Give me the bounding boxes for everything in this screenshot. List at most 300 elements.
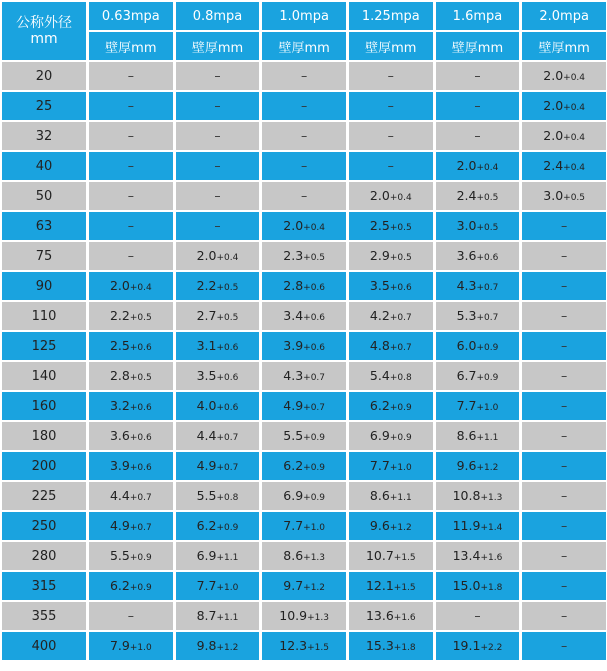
thickness-value: 2.8 bbox=[109, 368, 130, 383]
thickness-value: 2.0 bbox=[456, 158, 477, 173]
thickness-value: 2.7 bbox=[196, 308, 217, 323]
thickness-value: 3.6 bbox=[109, 428, 130, 443]
table-row bbox=[2, 482, 606, 510]
wall-thickness-cell bbox=[262, 62, 346, 90]
tolerance-value: +0.4 bbox=[563, 73, 586, 83]
wall-thickness-cell bbox=[349, 602, 433, 630]
thickness-value: 3.9 bbox=[283, 338, 304, 353]
wall-thickness-cell bbox=[176, 182, 260, 210]
wall-thickness-cell bbox=[522, 362, 606, 390]
wall-thickness-cell bbox=[522, 62, 606, 90]
pressure-header: 0.63mpa bbox=[89, 2, 173, 30]
pressure-header: 2.0mpa bbox=[522, 2, 606, 30]
tolerance-value: +0.6 bbox=[129, 403, 152, 413]
wall-thickness-cell bbox=[349, 422, 433, 450]
wall-thickness-cell bbox=[176, 572, 260, 600]
thickness-value: 2.0 bbox=[369, 188, 390, 203]
wall-thickness-cell bbox=[436, 452, 520, 480]
thickness-value: 19.1 bbox=[452, 638, 481, 653]
thickness-value: 2.9 bbox=[369, 248, 390, 263]
wall-thickness-cell bbox=[89, 602, 173, 630]
thickness-value: 3.9 bbox=[109, 458, 130, 473]
thickness-value: 3.0 bbox=[543, 188, 564, 203]
tolerance-value: +2.2 bbox=[480, 643, 503, 653]
tolerance-value: +1.0 bbox=[129, 643, 152, 653]
wall-thickness-header: 壁厚mm bbox=[349, 32, 433, 60]
wall-thickness-cell bbox=[522, 152, 606, 180]
thickness-value: 9.6 bbox=[369, 518, 390, 533]
wall-thickness-cell bbox=[176, 242, 260, 270]
thickness-value: – bbox=[474, 98, 481, 113]
table-row bbox=[2, 542, 606, 570]
wall-thickness-header: 壁厚mm bbox=[436, 32, 520, 60]
tolerance-value: +0.4 bbox=[303, 223, 326, 233]
wall-thickness-cell bbox=[89, 482, 173, 510]
thickness-value: 5.3 bbox=[456, 308, 477, 323]
table-row bbox=[2, 452, 606, 480]
thickness-value: 6.0 bbox=[456, 338, 477, 353]
tolerance-value: +0.7 bbox=[216, 463, 239, 473]
wall-thickness-cell bbox=[522, 452, 606, 480]
thickness-value: – bbox=[561, 548, 568, 563]
wall-thickness-cell bbox=[262, 542, 346, 570]
wall-thickness-cell bbox=[262, 152, 346, 180]
thickness-value: 8.6 bbox=[456, 428, 477, 443]
tolerance-value: +1.6 bbox=[393, 613, 416, 623]
wall-thickness-cell bbox=[176, 62, 260, 90]
tolerance-value: +1.3 bbox=[303, 553, 326, 563]
thickness-value: 10.8 bbox=[452, 488, 481, 503]
thickness-value: – bbox=[474, 608, 481, 623]
wall-thickness-cell bbox=[176, 632, 260, 660]
tolerance-value: +0.9 bbox=[129, 553, 152, 563]
tolerance-value: +1.5 bbox=[393, 553, 416, 563]
thickness-value: 6.2 bbox=[283, 458, 304, 473]
outer-diameter-cell: 20 bbox=[2, 62, 86, 90]
wall-thickness-cell bbox=[436, 512, 520, 540]
thickness-value: – bbox=[561, 488, 568, 503]
table-body bbox=[2, 62, 606, 660]
wall-thickness-cell bbox=[89, 182, 173, 210]
thickness-value: 8.6 bbox=[369, 488, 390, 503]
outer-diameter-cell: 180 bbox=[2, 422, 86, 450]
tolerance-value: +0.6 bbox=[216, 373, 239, 383]
tolerance-value: +0.7 bbox=[303, 373, 326, 383]
tolerance-value: +0.7 bbox=[389, 343, 412, 353]
thickness-value: 2.5 bbox=[109, 338, 130, 353]
thickness-value: – bbox=[561, 218, 568, 233]
wall-thickness-cell bbox=[176, 392, 260, 420]
wall-thickness-cell bbox=[262, 272, 346, 300]
tolerance-value: +0.5 bbox=[476, 193, 499, 203]
thickness-value: – bbox=[127, 98, 134, 113]
thickness-value: – bbox=[127, 188, 134, 203]
tolerance-value: +1.0 bbox=[303, 523, 326, 533]
thickness-value: – bbox=[214, 158, 221, 173]
tolerance-value: +0.9 bbox=[389, 433, 412, 443]
tolerance-value: +0.7 bbox=[129, 523, 152, 533]
thickness-value: – bbox=[127, 218, 134, 233]
wall-thickness-cell bbox=[349, 242, 433, 270]
thickness-value: 8.6 bbox=[283, 548, 304, 563]
wall-thickness-cell bbox=[349, 632, 433, 660]
thickness-value: 4.9 bbox=[196, 458, 217, 473]
thickness-value: 2.3 bbox=[283, 248, 304, 263]
tolerance-value: +1.0 bbox=[389, 463, 412, 473]
wall-thickness-cell bbox=[436, 482, 520, 510]
tolerance-value: +0.8 bbox=[216, 493, 239, 503]
thickness-value: 6.9 bbox=[196, 548, 217, 563]
tolerance-value: +0.5 bbox=[303, 253, 326, 263]
tolerance-value: +0.8 bbox=[389, 373, 412, 383]
tolerance-value: +1.8 bbox=[480, 583, 503, 593]
tolerance-value: +0.6 bbox=[129, 343, 152, 353]
wall-thickness-cell bbox=[436, 422, 520, 450]
wall-thickness-cell bbox=[262, 212, 346, 240]
wall-thickness-cell bbox=[349, 512, 433, 540]
pressure-header: 0.8mpa bbox=[176, 2, 260, 30]
wall-thickness-cell bbox=[349, 272, 433, 300]
wall-thickness-cell bbox=[436, 332, 520, 360]
wall-thickness-cell bbox=[522, 182, 606, 210]
wall-thickness-header: 壁厚mm bbox=[262, 32, 346, 60]
wall-thickness-cell bbox=[176, 332, 260, 360]
thickness-value: – bbox=[214, 68, 221, 83]
thickness-value: 10.9 bbox=[279, 608, 308, 623]
wall-thickness-cell bbox=[262, 362, 346, 390]
table-row bbox=[2, 362, 606, 390]
tolerance-value: +0.6 bbox=[303, 313, 326, 323]
tolerance-value: +0.5 bbox=[129, 373, 152, 383]
tolerance-value: +1.3 bbox=[307, 613, 329, 623]
outer-diameter-cell: 125 bbox=[2, 332, 86, 360]
wall-thickness-cell bbox=[89, 572, 173, 600]
wall-thickness-cell bbox=[349, 452, 433, 480]
thickness-value: 2.0 bbox=[109, 278, 130, 293]
wall-thickness-cell bbox=[262, 602, 346, 630]
wall-thickness-cell bbox=[349, 362, 433, 390]
outer-diameter-cell: 400 bbox=[2, 632, 86, 660]
thickness-value: 7.7 bbox=[369, 458, 390, 473]
wall-thickness-cell bbox=[89, 362, 173, 390]
thickness-value: 2.0 bbox=[543, 68, 564, 83]
thickness-value: 3.2 bbox=[109, 398, 130, 413]
wall-thickness-cell bbox=[89, 272, 173, 300]
thickness-value: 2.4 bbox=[543, 158, 564, 173]
tolerance-value: +0.5 bbox=[389, 253, 412, 263]
wall-thickness-cell bbox=[522, 242, 606, 270]
wall-thickness-cell bbox=[176, 452, 260, 480]
outer-diameter-cell: 355 bbox=[2, 602, 86, 630]
wall-thickness-cell bbox=[89, 62, 173, 90]
thickness-value: – bbox=[561, 608, 568, 623]
thickness-value: – bbox=[561, 638, 568, 653]
tolerance-value: +0.9 bbox=[476, 343, 499, 353]
thickness-value: 10.7 bbox=[365, 548, 394, 563]
table-row bbox=[2, 332, 606, 360]
wall-thickness-cell bbox=[349, 152, 433, 180]
tolerance-value: +1.2 bbox=[389, 523, 412, 533]
outer-diameter-cell: 225 bbox=[2, 482, 86, 510]
tolerance-value: +0.9 bbox=[129, 583, 152, 593]
wall-thickness-cell bbox=[89, 302, 173, 330]
thickness-value: 4.2 bbox=[369, 308, 390, 323]
tolerance-value: +0.9 bbox=[389, 403, 412, 413]
thickness-value: 4.8 bbox=[369, 338, 390, 353]
thickness-value: 6.7 bbox=[456, 368, 477, 383]
tolerance-value: +0.5 bbox=[563, 193, 586, 203]
table-row bbox=[2, 632, 606, 660]
thickness-value: 2.2 bbox=[196, 278, 217, 293]
wall-thickness-cell bbox=[436, 272, 520, 300]
thickness-value: – bbox=[561, 338, 568, 353]
wall-thickness-cell bbox=[89, 242, 173, 270]
wall-thickness-cell bbox=[522, 632, 606, 660]
outer-diameter-cell: 40 bbox=[2, 152, 86, 180]
thickness-value: – bbox=[301, 68, 308, 83]
wall-thickness-cell bbox=[262, 512, 346, 540]
thickness-value: 4.3 bbox=[283, 368, 304, 383]
tolerance-value: +0.4 bbox=[476, 163, 499, 173]
wall-thickness-cell bbox=[436, 602, 520, 630]
wall-thickness-cell bbox=[349, 392, 433, 420]
thickness-value: 3.1 bbox=[196, 338, 217, 353]
tolerance-value: +1.2 bbox=[476, 463, 499, 473]
thickness-value: 4.9 bbox=[283, 398, 304, 413]
thickness-value: – bbox=[561, 398, 568, 413]
tolerance-value: +1.2 bbox=[216, 643, 239, 653]
outer-diameter-cell: 110 bbox=[2, 302, 86, 330]
wall-thickness-cell bbox=[522, 302, 606, 330]
thickness-value: – bbox=[561, 278, 568, 293]
thickness-value: 15.3 bbox=[365, 638, 394, 653]
thickness-value: 5.5 bbox=[109, 548, 130, 563]
wall-thickness-cell bbox=[349, 182, 433, 210]
tolerance-value: +0.9 bbox=[303, 463, 326, 473]
tolerance-value: +0.4 bbox=[563, 103, 586, 113]
tolerance-value: +1.1 bbox=[216, 613, 239, 623]
wall-thickness-cell bbox=[89, 452, 173, 480]
table-row bbox=[2, 242, 606, 270]
wall-thickness-cell bbox=[436, 542, 520, 570]
table-row bbox=[2, 272, 606, 300]
wall-thickness-cell bbox=[522, 512, 606, 540]
header-row-pressure bbox=[2, 2, 606, 30]
wall-thickness-cell bbox=[349, 482, 433, 510]
wall-thickness-cell bbox=[89, 152, 173, 180]
wall-thickness-cell bbox=[262, 182, 346, 210]
wall-thickness-cell bbox=[262, 572, 346, 600]
outer-diameter-header bbox=[2, 2, 86, 60]
outer-diameter-cell: 63 bbox=[2, 212, 86, 240]
wall-thickness-cell bbox=[436, 62, 520, 90]
tolerance-value: +1.1 bbox=[476, 433, 499, 443]
outer-diameter-cell: 140 bbox=[2, 362, 86, 390]
thickness-value: – bbox=[561, 458, 568, 473]
table-row bbox=[2, 92, 606, 120]
tolerance-value: +1.1 bbox=[389, 493, 412, 503]
thickness-value: 7.9 bbox=[109, 638, 130, 653]
thickness-value: – bbox=[214, 188, 221, 203]
thickness-value: – bbox=[561, 578, 568, 593]
wall-thickness-cell bbox=[349, 572, 433, 600]
wall-thickness-cell bbox=[522, 212, 606, 240]
pressure-header: 1.0mpa bbox=[262, 2, 346, 30]
wall-thickness-cell bbox=[89, 422, 173, 450]
wall-thickness-cell bbox=[262, 302, 346, 330]
thickness-value: – bbox=[474, 128, 481, 143]
wall-thickness-cell bbox=[176, 362, 260, 390]
table-row bbox=[2, 62, 606, 90]
thickness-value: 2.0 bbox=[196, 248, 217, 263]
tolerance-value: +0.5 bbox=[216, 313, 239, 323]
table-row bbox=[2, 602, 606, 630]
wall-thickness-cell bbox=[262, 332, 346, 360]
outer-diameter-cell: 250 bbox=[2, 512, 86, 540]
wall-thickness-cell bbox=[176, 542, 260, 570]
outer-diameter-cell: 315 bbox=[2, 572, 86, 600]
thickness-value: 7.7 bbox=[196, 578, 217, 593]
thickness-value: 12.1 bbox=[365, 578, 394, 593]
thickness-value: – bbox=[127, 128, 134, 143]
table-row bbox=[2, 392, 606, 420]
thickness-value: 2.8 bbox=[283, 278, 304, 293]
wall-thickness-cell bbox=[349, 92, 433, 120]
tolerance-value: +0.4 bbox=[129, 283, 152, 293]
wall-thickness-cell bbox=[176, 122, 260, 150]
thickness-value: – bbox=[127, 158, 134, 173]
thickness-value: 3.6 bbox=[456, 248, 477, 263]
wall-thickness-cell bbox=[89, 512, 173, 540]
tolerance-value: +1.6 bbox=[480, 553, 503, 563]
wall-thickness-cell bbox=[89, 542, 173, 570]
outer-diameter-cell: 75 bbox=[2, 242, 86, 270]
thickness-value: 4.4 bbox=[109, 488, 130, 503]
thickness-value: 4.3 bbox=[456, 278, 477, 293]
thickness-value: – bbox=[474, 68, 481, 83]
wall-thickness-cell bbox=[176, 512, 260, 540]
header-row-wall-thickness bbox=[2, 32, 606, 60]
thickness-value: 5.5 bbox=[283, 428, 304, 443]
thickness-value: 9.7 bbox=[283, 578, 304, 593]
thickness-value: 4.0 bbox=[196, 398, 217, 413]
thickness-value: 12.3 bbox=[279, 638, 308, 653]
tolerance-value: +0.9 bbox=[476, 373, 499, 383]
tolerance-value: +0.6 bbox=[216, 343, 239, 353]
wall-thickness-cell bbox=[89, 392, 173, 420]
tolerance-value: +0.5 bbox=[129, 313, 152, 323]
thickness-value: – bbox=[561, 428, 568, 443]
wall-thickness-cell bbox=[436, 242, 520, 270]
wall-thickness-cell bbox=[436, 212, 520, 240]
pressure-header: 1.25mpa bbox=[349, 2, 433, 30]
tolerance-value: +1.5 bbox=[393, 583, 416, 593]
thickness-value: – bbox=[561, 518, 568, 533]
table-row bbox=[2, 572, 606, 600]
thickness-value: 5.5 bbox=[196, 488, 217, 503]
pressure-header: 1.6mpa bbox=[436, 2, 520, 30]
thickness-value: 6.2 bbox=[369, 398, 390, 413]
wall-thickness-cell bbox=[262, 422, 346, 450]
wall-thickness-cell bbox=[262, 632, 346, 660]
wall-thickness-cell bbox=[436, 572, 520, 600]
wall-thickness-cell bbox=[176, 482, 260, 510]
table-row bbox=[2, 182, 606, 210]
wall-thickness-cell bbox=[176, 92, 260, 120]
tolerance-value: +0.6 bbox=[129, 463, 152, 473]
wall-thickness-header: 壁厚mm bbox=[89, 32, 173, 60]
tolerance-value: +0.6 bbox=[216, 403, 239, 413]
outer-diameter-cell: 50 bbox=[2, 182, 86, 210]
wall-thickness-cell bbox=[176, 272, 260, 300]
tolerance-value: +0.7 bbox=[129, 493, 152, 503]
wall-thickness-cell bbox=[262, 392, 346, 420]
thickness-value: 8.7 bbox=[196, 608, 217, 623]
wall-thickness-cell bbox=[436, 362, 520, 390]
outer-diameter-header-label: 公称外径 bbox=[16, 15, 72, 31]
tolerance-value: +0.6 bbox=[129, 433, 152, 443]
tolerance-value: +0.4 bbox=[389, 193, 412, 203]
wall-thickness-cell bbox=[262, 452, 346, 480]
thickness-value: 4.4 bbox=[196, 428, 217, 443]
thickness-value: – bbox=[561, 368, 568, 383]
outer-diameter-cell: 200 bbox=[2, 452, 86, 480]
tolerance-value: +1.2 bbox=[303, 583, 326, 593]
outer-diameter-header-unit: mm bbox=[30, 31, 58, 47]
tolerance-value: +0.5 bbox=[216, 283, 239, 293]
wall-thickness-cell bbox=[176, 602, 260, 630]
thickness-value: – bbox=[127, 68, 134, 83]
tolerance-value: +0.4 bbox=[216, 253, 239, 263]
wall-thickness-cell bbox=[349, 122, 433, 150]
wall-thickness-cell bbox=[176, 422, 260, 450]
thickness-value: 6.9 bbox=[283, 488, 304, 503]
wall-thickness-cell bbox=[349, 302, 433, 330]
table-row bbox=[2, 122, 606, 150]
table-row bbox=[2, 212, 606, 240]
thickness-value: 3.0 bbox=[456, 218, 477, 233]
wall-thickness-cell bbox=[349, 212, 433, 240]
tolerance-value: +1.1 bbox=[216, 553, 239, 563]
wall-thickness-cell bbox=[522, 482, 606, 510]
thickness-value: – bbox=[387, 158, 394, 173]
wall-thickness-cell bbox=[89, 92, 173, 120]
tolerance-value: +0.9 bbox=[303, 433, 326, 443]
wall-thickness-cell bbox=[89, 122, 173, 150]
tolerance-value: +0.4 bbox=[563, 163, 586, 173]
wall-thickness-cell bbox=[262, 482, 346, 510]
wall-thickness-cell bbox=[176, 212, 260, 240]
wall-thickness-cell bbox=[522, 542, 606, 570]
tolerance-value: +0.4 bbox=[563, 133, 586, 143]
wall-thickness-cell bbox=[522, 422, 606, 450]
table-row bbox=[2, 512, 606, 540]
thickness-value: 15.0 bbox=[452, 578, 481, 593]
thickness-value: – bbox=[214, 128, 221, 143]
thickness-value: 3.5 bbox=[369, 278, 390, 293]
wall-thickness-cell bbox=[436, 92, 520, 120]
wall-thickness-cell bbox=[436, 302, 520, 330]
wall-thickness-cell bbox=[262, 122, 346, 150]
thickness-value: – bbox=[214, 218, 221, 233]
wall-thickness-cell bbox=[176, 152, 260, 180]
thickness-value: 5.4 bbox=[369, 368, 390, 383]
tolerance-value: +1.3 bbox=[480, 493, 503, 503]
table-row bbox=[2, 422, 606, 450]
tolerance-value: +0.7 bbox=[476, 313, 499, 323]
tolerance-value: +1.0 bbox=[476, 403, 499, 413]
wall-thickness-cell bbox=[262, 92, 346, 120]
